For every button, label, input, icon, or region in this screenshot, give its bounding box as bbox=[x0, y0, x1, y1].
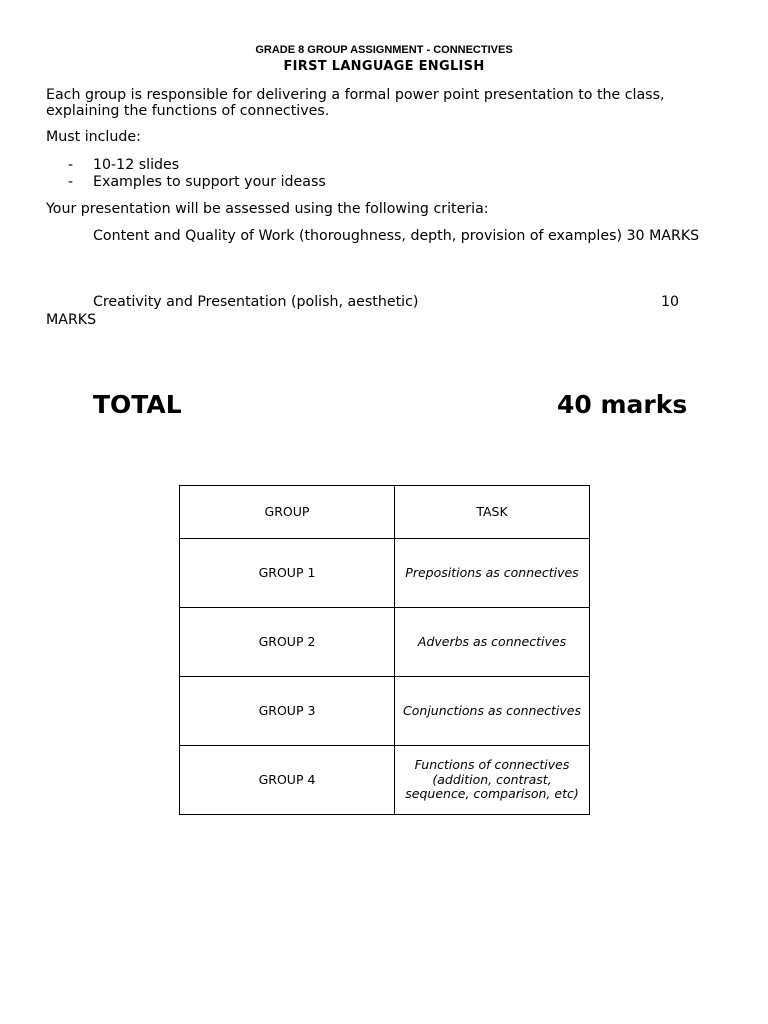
bullet-dash: - bbox=[68, 157, 74, 173]
group-cell: GROUP 1 bbox=[180, 539, 395, 608]
task-cell: Functions of connectives (addition, contrast, sequence, comparison, etc) bbox=[395, 746, 590, 815]
table-row bbox=[180, 746, 590, 815]
bullet-dash: - bbox=[68, 174, 74, 190]
task-cell: Prepositions as connectives bbox=[395, 539, 590, 608]
table-header-row bbox=[180, 486, 590, 539]
criterion-creativity-marks: 10 bbox=[661, 294, 680, 310]
group-cell: GROUP 4 bbox=[180, 746, 395, 815]
assignment-title: GRADE 8 GROUP ASSIGNMENT - CONNECTIVES bbox=[255, 44, 513, 56]
criterion-creativity-marks-unit: MARKS bbox=[46, 312, 97, 328]
table-row bbox=[180, 608, 590, 677]
total-value: 40 marks bbox=[557, 390, 688, 419]
header-task: TASK bbox=[395, 486, 590, 539]
group-cell: GROUP 2 bbox=[180, 608, 395, 677]
subject-subtitle: FIRST LANGUAGE ENGLISH bbox=[283, 59, 485, 74]
criteria-intro: Your presentation will be assessed using the following criteria: bbox=[46, 201, 489, 217]
table-row bbox=[180, 539, 590, 608]
list-item-examples: Examples to support your ideass bbox=[93, 174, 326, 190]
list-item-slides: 10-12 slides bbox=[93, 157, 180, 173]
table-row bbox=[180, 677, 590, 746]
header-group: GROUP bbox=[180, 486, 395, 539]
task-cell: Conjunctions as connectives bbox=[395, 677, 590, 746]
group-task-table bbox=[179, 485, 590, 815]
criterion-content: Content and Quality of Work (thoroughness, depth, provision of examples) 30 MARKS bbox=[93, 228, 700, 244]
intro-paragraph: Each group is responsible for delivering a formal power point presentation to the class, explaining the functions of connectives. bbox=[46, 87, 665, 119]
must-include-label: Must include: bbox=[46, 129, 141, 145]
task-cell: Adverbs as connectives bbox=[395, 608, 590, 677]
criterion-creativity: Creativity and Presentation (polish, aesthetic) bbox=[93, 294, 419, 310]
total-label: TOTAL bbox=[93, 390, 182, 419]
group-cell: GROUP 3 bbox=[180, 677, 395, 746]
